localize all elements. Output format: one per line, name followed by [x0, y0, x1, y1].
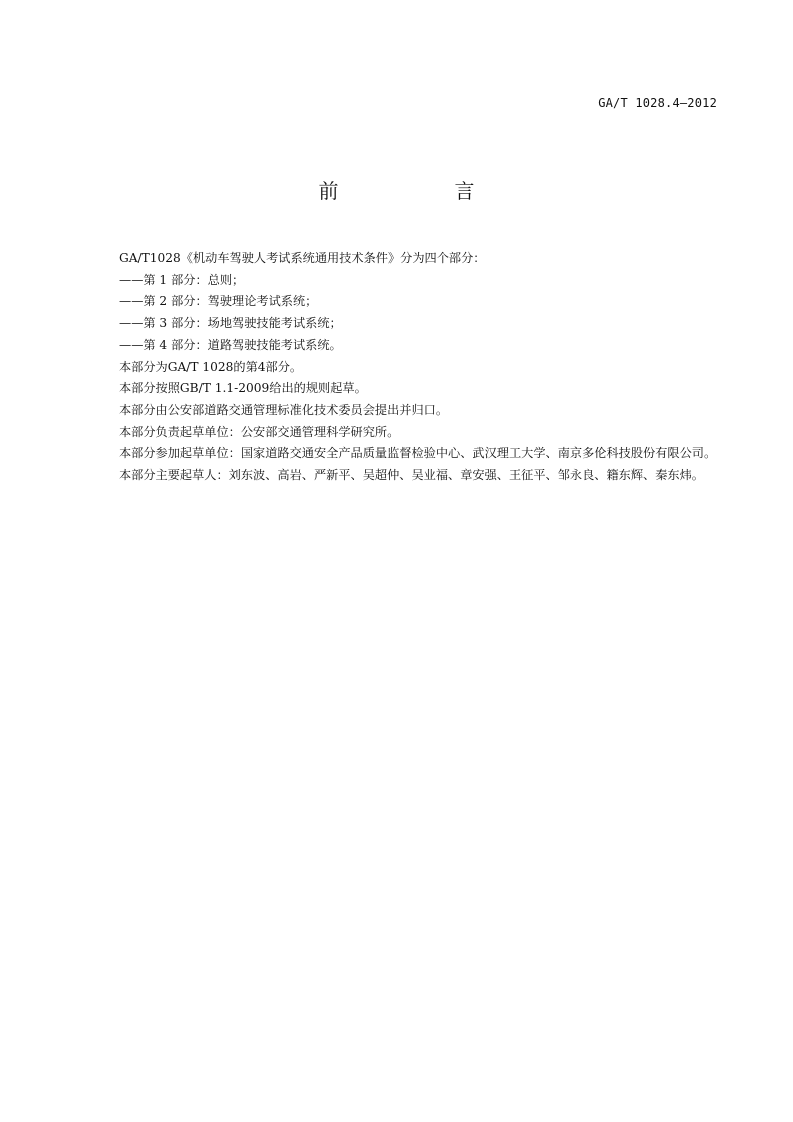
page-title: 前 言	[318, 179, 523, 203]
foreword-body	[82, 248, 718, 487]
paragraph-participating-units: 本部分参加起草单位：国家道路交通安全产品质量监督检验中心、武汉理工大学、南京多伦科技股份有限公司。	[119, 446, 717, 461]
paragraph-part-2: ——第 2 部分：驾驶理论考试系统；	[119, 294, 318, 309]
paragraph-drafting-rules: 本部分按照GB/T 1.1-2009给出的规则起草。	[119, 381, 367, 396]
paragraph-proposer: 本部分由公安部道路交通管理标准化技术委员会提出并归口。	[119, 402, 449, 417]
paragraph-intro: GA/T1028《机动车驾驶人考试系统通用技术条件》分为四个部分：	[119, 251, 486, 265]
paragraph-this-part: 本部分为GA/T 1028的第4部分。	[119, 359, 303, 374]
paragraph-part-3: ——第 3 部分：场地驾驶技能考试系统；	[119, 316, 342, 331]
paragraph-part-4: ——第 4 部分：道路驾驶技能考试系统。	[119, 337, 342, 352]
paragraph-main-drafters: 本部分主要起草人：刘东波、高岩、严新平、吴超仲、吴业福、章安强、王征平、邹永良、籍东辉、秦东炜。	[119, 468, 704, 483]
document-code: GA/T 1028.4—2012	[598, 96, 717, 110]
paragraph-part-1: ——第 1 部分：总则；	[119, 272, 245, 287]
paragraph-lead-drafter: 本部分负责起草单位：公安部交通管理科学研究所。	[119, 424, 400, 439]
